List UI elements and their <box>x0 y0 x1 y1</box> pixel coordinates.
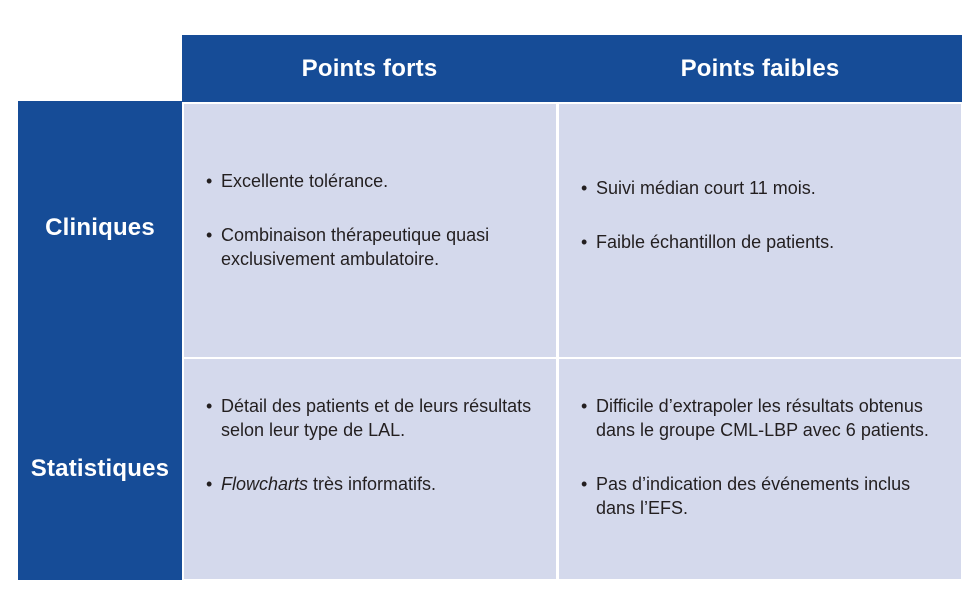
list-item: • Faible échantillon de patients. <box>581 230 951 254</box>
bullet-list <box>206 169 546 301</box>
row-header-band <box>18 101 182 580</box>
list-item: • Difficile d’extrapoler les résultats obtenus dans le groupe CML-LBP avec 6 patients. <box>581 394 951 442</box>
bullet-list <box>206 394 546 526</box>
item-rest-text: très informatifs. <box>308 474 437 494</box>
row-header-cliniques: Cliniques <box>45 214 155 241</box>
cell-cliniques-forts <box>184 104 556 357</box>
list-item: • Combinaison thérapeutique quasi exclusivement ambulatoire. <box>206 223 546 271</box>
row-header-statistiques: Statistiques <box>30 455 170 482</box>
list-item: • Excellente tolérance. <box>206 169 546 193</box>
italic-term: Flowcharts <box>221 474 309 494</box>
bullet-list <box>581 394 951 550</box>
list-item: • Pas d’indication des événements inclus dans l’EFS. <box>581 472 951 520</box>
list-item: • Suivi médian court 11 mois. <box>581 176 951 200</box>
cell-cliniques-faibles <box>559 104 961 357</box>
list-item: • Détail des patients et de leurs résultats selon leur type de LAL. <box>206 394 546 442</box>
bullet-list <box>581 176 951 284</box>
cell-statistiques-faibles <box>559 359 961 579</box>
column-header-points-forts: Points forts <box>301 54 438 82</box>
column-header-points-faibles: Points faibles <box>680 54 840 82</box>
list-item <box>206 472 546 496</box>
cell-statistiques-forts <box>184 359 556 579</box>
